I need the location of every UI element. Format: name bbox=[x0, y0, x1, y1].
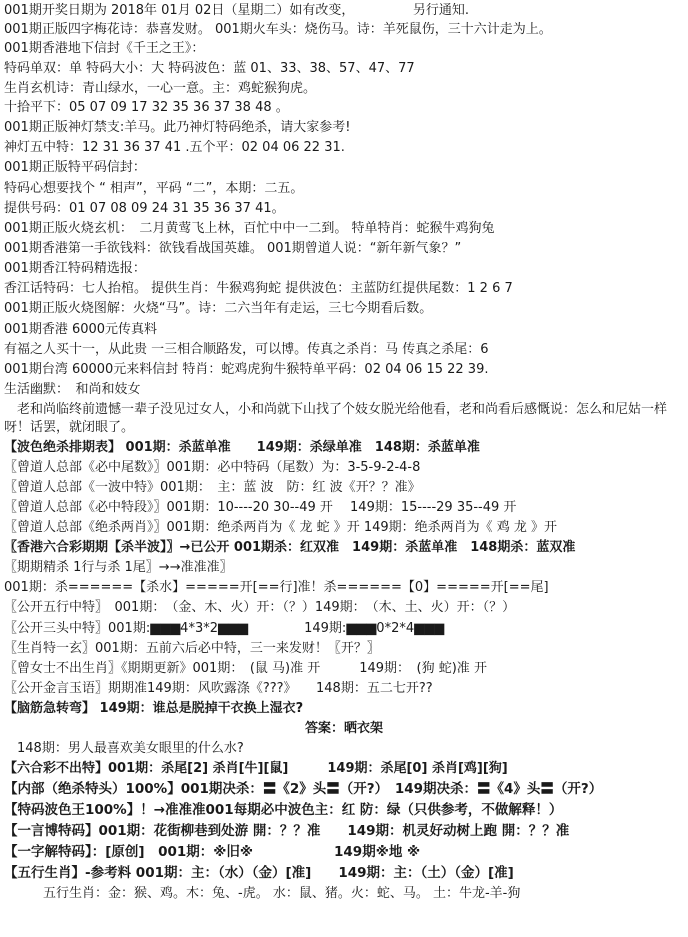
line-148-question: 148期：男人最喜欢美女眼里的什么水? bbox=[4, 741, 244, 756]
line-ten-numbers: 十拾平下：05 07 09 17 32 35 36 37 38 48 。 bbox=[4, 100, 289, 115]
line-flat-letter: 001期正版特平码信封： bbox=[4, 160, 146, 175]
line-crosstalk: 特码心想要找个 “ 相声”，平码 “二”，本期：二五。 bbox=[4, 181, 304, 196]
line-zodiac-elements: 五行生肖：金：猴、鸡。木：兔、-虎。 水：鼠、猪。火：蛇、马。 土：牛龙-羊-狗 bbox=[4, 886, 521, 901]
line-xiangjiang-report: 001期香江特码精选报： bbox=[4, 261, 146, 276]
line-one-word: 【一言博特码】001期：花街柳巷到处游 開：？？准 149期：机灵好动树上跑 開：？？准 bbox=[4, 823, 570, 839]
line-lamp-ban: 001期正版神灯禁支:羊马。此乃神灯特码绝杀，请大家参考! bbox=[4, 120, 351, 135]
line-provided-numbers: 提供号码：01 07 08 09 24 31 35 36 37 41。 bbox=[4, 201, 285, 216]
line-kill-two-zodiac: 〖曾道人总部《绝杀两肖》〗001期：绝杀两肖为《 龙 蛇 》开 149期：绝杀两肖为《 鸡 龙 》开 bbox=[4, 520, 558, 535]
line-fire-diagram: 001期正版火烧图解：火烧“马”。诗：二六当年有走运，三七今期看后数。 bbox=[4, 301, 433, 316]
line-zodiac-mystery: 〖生肖特一玄〗001期：五前六后必中特，三一来发财！〖开？〗 bbox=[4, 641, 380, 656]
line-draw-date: 001期开奖日期为 2018年 01月 02日（星期二）如有改变， 另行通知. bbox=[4, 3, 470, 18]
line-no-special: 【六合彩不出特】001期：杀尾[2] 杀肖[牛][鼠] 149期：杀尾[0] 杀肖[鸡][狗] bbox=[4, 761, 508, 776]
line-five-elements: 〖公开五行中特〗 001期： （金、木、火）开：（？）149期： （木、土、火）开：（？） bbox=[4, 600, 516, 615]
line-lamp-five: 神灯五中特：12 31 36 37 41 .五个平：02 04 06 22 31. bbox=[4, 140, 345, 155]
line-half-wave: 〖香港六合彩期期【杀半波】〗→已公开 001期杀：红双准 149期：杀蓝单准 148期杀：蓝双准 bbox=[4, 540, 576, 555]
line-tail-numbers: 〖曾道人总部《必中尾数》〗001期：必中特码（尾数）为：3-5-9-2-4-8 bbox=[4, 460, 421, 475]
line-ms-zodiac: 〖曾女士不出生肖〗《期期更新》001期： (鼠 马)准 开 149期： (狗 蛇)准 开 bbox=[4, 661, 487, 676]
line-golden-words: 〖公开金言玉语〗期期准149期：风吹露涤《???》 148期：五二七开?? bbox=[4, 681, 433, 696]
line-one-wave: 〖曾道人总部《一波中特》001期： 主：蓝 波 防：红 波《开？？准》 bbox=[4, 480, 421, 495]
line-humor-story: 老和尚临终前遗憾一辈子没见过女人，小和尚就下山找了个妓女脱光给他看，老和尚看后感慨说：怎么和尼姑一样呀！话罢，就闭眼了。 bbox=[4, 402, 668, 435]
line-kill-water: 001期：杀======【杀水】=====开[==行]准！杀======【0】=====开[==尾] bbox=[4, 580, 549, 595]
line-brain-teaser: 【脑筋急转弯】 149期：谁总是脱掉干衣换上湿衣? bbox=[4, 701, 304, 716]
line-answer: 答案：晒衣架 bbox=[304, 721, 383, 736]
line-five-zodiac: 【五行生肖】-参考料 001期：主：（水）（金）[准] 149期：主：（土）（金）[准] bbox=[4, 865, 514, 881]
line-fire-mystery: 001期正版火烧玄机： 二月黄莺飞上林，百忙中中一二到。 特单特肖：蛇猴牛鸡狗兔 bbox=[4, 221, 495, 236]
line-fax-6000: 001期香港 6000元传真料 bbox=[4, 322, 158, 337]
line-kill-row-tail: 〖期期精杀 1行与杀 1尾〗→→准准准〗 bbox=[4, 560, 233, 575]
line-special-odd-even: 特码单双：单 特码大小：大 特码波色：蓝 01、33、38、57、47、77 bbox=[4, 61, 415, 76]
line-special-segment: 〖曾道人总部《必中特段》〗001期：10----20 30--49 开 149期：15----29 35--49 开 bbox=[4, 500, 517, 515]
line-xiangjiang-words: 香江话特码：七人抬棺。 提供生肖：牛猴鸡狗蛇 提供波色：主蓝防红提供尾数：1 2 6 7 bbox=[4, 281, 513, 296]
line-humor-title: 生活幽默： 和尚和妓女 bbox=[4, 382, 141, 397]
line-first-hand: 001期香港第一手欲钱料：欲钱看战国英雄。 001期曾道人说：“新年新气象？” bbox=[4, 241, 462, 256]
line-wave-king: 【特码波色王100%】！→准准准001每期必中波色主：红 防：绿（只供参考，不做解释！） bbox=[4, 802, 563, 818]
line-three-heads: 〖公开三头中特〗001期:▆▆▆4*3*2▆▆▆ 149期:▆▆▆0*2*4▆▆▆ bbox=[4, 621, 445, 636]
line-lucky-eleven: 有福之人买十一，从此贵 一三相合顺路发，可以博。传真之杀肖：马 传真之杀尾：6 bbox=[4, 342, 489, 357]
line-one-char: 【一字解特码】：[原创] 001期：※旧※ 149期※地 ※ bbox=[4, 844, 421, 860]
line-color-kill-table: 【波色绝杀排期表】 001期：杀蓝单准 149期：杀绿单准 148期：杀蓝单准 bbox=[4, 440, 480, 455]
line-taiwan-60000: 001期台湾 60000元来料信封 特肖：蛇鸡虎狗牛猴特单平码：02 04 06 15 22 39. bbox=[4, 362, 489, 377]
line-underground-letter: 001期香港地下信封《千王之王》： bbox=[4, 41, 205, 56]
line-kill-head: 【内部（绝杀特头）100%】001期决杀：〓《2》头〓（开?） 149期决杀：〓《4》头〓（开?） bbox=[4, 781, 603, 797]
line-plum-poem: 001期正版四字梅花诗：恭喜发财。 001期火车头：烧伤马。诗：羊死鼠伤，三十六计走为上。 bbox=[4, 22, 552, 37]
line-zodiac-poem: 生肖玄机诗：青山绿水，一心一意。主：鸡蛇猴狗虎。 bbox=[4, 81, 317, 96]
